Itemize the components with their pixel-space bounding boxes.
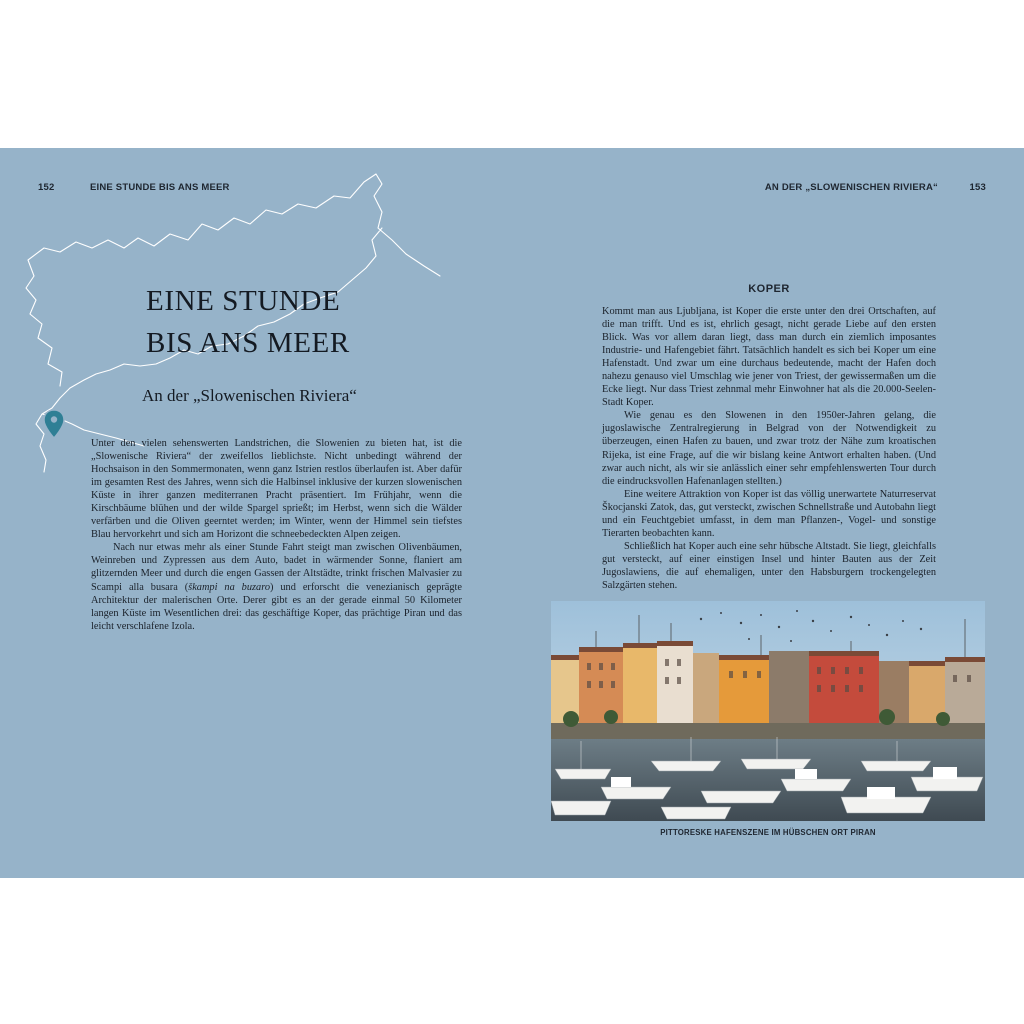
- section-heading-koper: KOPER: [748, 283, 790, 295]
- book-spread: [0, 148, 1024, 878]
- chapter-title: [146, 280, 466, 364]
- left-body-text: [91, 437, 462, 633]
- right-running-title: AN DER „SLOWENISCHEN RIVIERA“: [764, 182, 938, 193]
- left-page-number: 152: [38, 182, 55, 193]
- paragraph: Wie genau es den Slowenen in den 1950er-Jahren gelang, die jugoslawische Zentralregierung in Belgrad von der Notwendigkeit zu überzeugen, einen Hafen zu bauen, und zwar trotz der Nähe zum kroatischen Rijeka, ist eine Frage, auf die wir bislang keine Antwort erhalten haben. (Und zwar auch nicht, als wir sie anlässlich einer sehr empfehlenswerten Tour durch die eindrucksvollen Hafenanlagen stellten.): [602, 410, 936, 487]
- harbour-photo: [551, 601, 985, 821]
- paragraph: Unter den vielen sehenswerten Landstrichen, die Slowenien zu bieten hat, ist die „Slowenische Riviera“ der zweifellos lieblichste. Nicht unbedingt während der Hochsaison in den Sommermonaten, wenn ganz Istrien restlos überlaufen ist. Aber dafür im gesamten Rest des Jahres, wenn sich die Halbinsel inklusive der kurzen slowenischen Küste in ihrer ganzen mediterranen Pracht präsentiert. Im Frühjahr, wenn die Kirschbäume blühen und der wilde Spargel sprießt; im Herbst, wenn sich die Wälder verfärben und die Oliven geerntet werden; im Winter, wenn der Himmel sein tiefstes Blau hervorkehrt und sich am Horizont die schneebedeckten Alpen zeigen.: [91, 438, 462, 541]
- chapter-subtitle: An der „Slowenischen Riviera“: [142, 386, 357, 405]
- right-page-number: 153: [969, 182, 986, 193]
- right-body-text: [602, 305, 936, 592]
- paragraph: Nach nur etwas mehr als einer Stunde Fahrt steigt man zwischen Olivenbäumen, Weinreben und Zypressen aus dem Auto, badet in wärmender Sonne, flaniert am glitzernden Meer und durch die engen Gassen der Altstädte, trinkt frischen Malvasier zu Scampi alla busara (škampi na buzaro) und erforscht die venezianisch geprägte Architektur der malerischen Orte. Derer gibt es an der gerade einmal 50 Kilometer langen Küste im Wesentlichen drei: das geschäftige Koper, das prächtige Piran und das leicht verschlafene Izola.: [91, 542, 462, 632]
- paragraph: Kommt man aus Ljubljana, ist Koper die erste unter den drei Ortschaften, auf die man trifft. Und es ist, ehrlich gesagt, nicht gerade Liebe auf den ersten Blick. Was vor allem daran liegt, dass man durch ein ziemlich imposantes Industrie- und Hafengebiet fährt. Tatsächlich handelt es sich bei Koper um eine Hafenstadt. Und zwar um eine durchaus bedeutende, macht der Hafen doch nahezu genauso viel Umschlag wie jener von Triest, der gewissermaßen um die Ecke liegt. Nur dass Triest zehnmal mehr Einwohner hat als die 20.000-Seelen-Stadt Koper.: [602, 306, 936, 409]
- paragraph: Eine weitere Attraktion von Koper ist das völlig unerwartete Naturreservat Škocjanski Zatok, das, gut versteckt, zwischen Schnellstraße und Autobahn liegt und ein Feuchtgebiet umfasst, in dem man Pflanzen-, Vogel- und sonstige Tierarten beobachten kann.: [602, 488, 936, 539]
- chapter-title-line-2: BIS ANS MEER: [146, 327, 350, 359]
- photo-caption: PITTORESKE HAFENSZENE IM HÜBSCHEN ORT PIRAN: [660, 828, 876, 837]
- map-pin-icon: [44, 410, 64, 438]
- left-running-title: EINE STUNDE BIS ANS MEER: [90, 182, 230, 193]
- paragraph: Schließlich hat Koper auch eine sehr hübsche Altstadt. Sie liegt, gleichfalls gut versteckt, auf einer einstigen Insel und hinter Bauten aus der Zeit Jugoslawiens, die auf ehemaligen, unter den Habsburgern trockengelegten Salzgärten stehen.: [602, 540, 936, 591]
- chapter-title-line-1: EINE STUNDE: [146, 285, 341, 317]
